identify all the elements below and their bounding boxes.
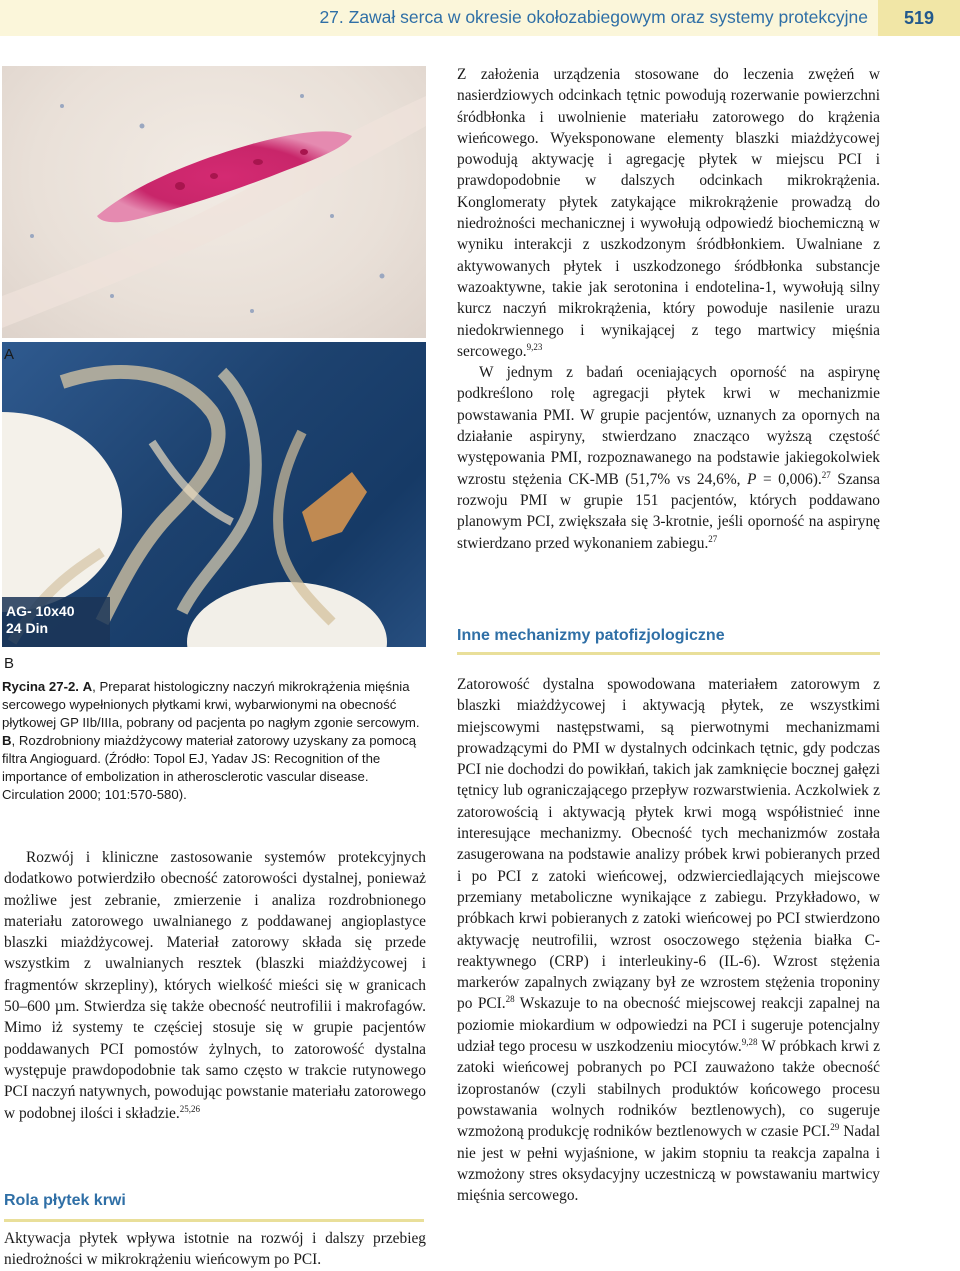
caption-a-text: , Preparat histologiczny naczyń mikrokrążenia mięśnia sercowego wypełnionych płytkami krwi, wybarwionymi na obecność płytkowej GP IIb/IIIa, pobrany od pacjenta po nagłym zgonie sercowym. (2, 679, 420, 730)
caption-lead: Rycina 27-2. (2, 679, 79, 694)
left-paragraph-2: Aktywacja płytek wpływa istotnie na rozwój i dalszy przebieg niedrożności w mikrokrążeniu wieńcowym po PCI. (4, 1230, 426, 1269)
section-heading-platelets: Rola płytek krwi (4, 1192, 126, 1209)
reference-superscript: 9,28 (741, 1036, 758, 1047)
magnification-line-1: AG- 10x40 (6, 603, 75, 619)
reference-superscript: 25,26 (179, 1103, 200, 1114)
right-column-body (457, 64, 880, 554)
figure-panel-a-histology-image (2, 66, 426, 338)
reference-superscript: 27 (708, 533, 718, 544)
caption-a-marker: A (82, 679, 93, 694)
chapter-title: 27. Zawał serca w okresie okołozabiegowym oraz systemy protekcyjne (319, 7, 868, 27)
left-paragraph-1: Rozwój i kliniczne zastosowanie systemów protekcyjnych dodatkowo potwierdziło obecność zatorowości dystalnej, ponieważ możliwe jest zebranie, zmierzenie i analiza rozdrobnionego materiału zatorowego uwalnianego z poddawanej angioplastyce blaszki miażdżycowej. Materiał zatorowy składa się przede wszystkim z uwalnianych resztek (blaszki miażdżycowej i fragmentów skrzepliny), których wielkość mieści się w granicach 50–600 µm. Stwierdza się także obecność neutrofilii i makrofagów. Mimo iż systemy te częściej stosuje się w grupie pacjentów poddawanych PCI pomostów żylnych, to zatorowość dystalna występuje prawdopodobnie tak samo często w trakcie rutynowego PCI naczyń natywnych, powodując powstanie materiału zatorowego w podobnej ilości i składzie.$^{25,26}$ (4, 849, 426, 1122)
reference-superscript: 28 (505, 994, 515, 1005)
heading-rule (457, 652, 880, 655)
page-number: 519 (878, 0, 960, 36)
reference-superscript: 9,23 (526, 341, 543, 352)
debris-illustration (2, 342, 426, 647)
heading-rule (4, 1219, 424, 1222)
histology-illustration (2, 66, 426, 338)
left-column-body-2 (4, 1228, 426, 1271)
right-paragraph-2: W jednym z badań oceniających oporność na aspirynę podkreślono rolę agregacji płytek krwi w mechanizmie powstawania PMI. W grupie pacjentów, uznanych za opornych na działanie aspiryny, stwierdzano znacząco wyższą częstość występowania PMI, rozpoznawanego na podstawie jakiegokolwiek wzrostu stężenia CK-MB (51,7% vs 24,6%, P = 0,006).$^{27}$ Szansa rozwoju PMI w grupie 151 pacjentów, których poddawano planowym PCI, zwiększała się 3-krotnie, jeśli oporność na aspirynę stwierdzano przed wykonaniem zabiegu.$^{27}$ (457, 364, 881, 552)
figure-caption (2, 678, 426, 804)
caption-b-marker: B (2, 733, 12, 748)
caption-b-text: , Rozdrobniony miażdżycowy materiał zatorowy uzyskany za pomocą filtra Angioguard. (Źródło: Topol EJ, Yadav JS: Recognition of the importance of embolization in atherosclerotic vascular disease. Circulation 2000; 101:570-580). (2, 733, 417, 802)
magnification-line-2: 24 Din (6, 620, 49, 636)
section-heading-other-mechanisms: Inne mechanizmy patofizjologiczne (457, 627, 725, 644)
right-column-body-2 (457, 674, 880, 1206)
panel-letter-a: A (4, 346, 15, 363)
right-paragraph-1: Z założenia urządzenia stosowane do leczenia zwężeń w nasierdziowych odcinkach tętnic powodują rozerwanie powierzchni śródbłonka i uwolnienie materiału zatorowego do krążenia wieńcowego. Wyeksponowane elementy blaszki miażdżycowej powodują aktywację i agregację płytek w miejscu PCI i prawdopodobnie w dalszych odcinkach mikrokrążenia. Konglomeraty płytek zatykające mikrokrążenie prowadzą do niedrożności mechanicznej i wywołują odpowiedź biochemiczną w wyniku interakcji z uszkodzonym śródbłonkiem. Uwalniane z aktywowanych płytek i uszkodzonego śródbłonka substancje wazoaktywne, takie jak serotonina i endotelina-1, wywołują silny kurcz naczyń mikrokrążenia, który powoduje nasilenie urazu niedokrwiennego i wynikającej z tego martwicy mięśnia sercowego.$^{9,23}$ (457, 66, 880, 360)
right-paragraph-3: Zatorowość dystalna spowodowana materiałem zatorowym z blaszki miażdżycowej i aktywacją płytek, ze wszystkimi miejscowymi następstwami, są pierwotnymi mechanizmami prowadzącymi do PMI w dystalnych odcinkach tętnic, gdy podczas PCI nie dochodzi do powikłań, takich jak zamknięcie bocznej gałęzi tętnicy lub ograniczającego przepływ rozwarstwienia. Aczkolwiek z zatorowością i aktywacją płytek krwi mogą współistnieć inne interesujące mechanizmy. Obecność tych mechanizmów została zasugerowana na podstawie analizy próbek krwi pobieranych przed i po PCI z zatoki wieńcowej, odzwierciedlających miejscowe przemiany metaboliczne wynikające z zabiegu. Przykładowo, w próbkach krwi pobieranych z zatoki wieńcowej po PCI stwierdzono aktywację neutrofilii, wzrost osoczowego stężenia białka C-reaktywnego (CRP) i interleukiny-6 (IL-6). Wzrost stężenia markerów zapalnych związany był ze wzrostem stężenia troponiny po PCI.$^{28}$ Wskazuje to na obecność miejscowej reakcji zapalnej na poziomie miokardium w odpowiedzi na PCI i sugeruje potencjalny udział tego procesu w uszkodzeniu miocytów.$^{9,28}$ W próbkach krwi z zatoki wieńcowej pobranych po PCI zauważono także obecność izoprostanów (czyli stabilnych produktów końcowego procesu powstawania wolnych rodników beztlenowych), co sugeruje wzmożoną produkcję rodników beztlenowych w czasie PCI.$^{29}$ Nadal nie jest w pełni wyjaśnione, w jakim stopniu ta reakcja zapalna i wzmożony stres oksydacyjny uczestniczą w powstawaniu martwicy mięśnia sercowego. (457, 676, 881, 1205)
reference-superscript: 27 (821, 469, 831, 480)
panel-letter-b: B (4, 655, 15, 672)
magnification-label (6, 603, 106, 637)
left-column-body (4, 847, 426, 1124)
reference-superscript: 29 (830, 1122, 840, 1133)
figure-panel-b-debris-image (2, 342, 426, 647)
